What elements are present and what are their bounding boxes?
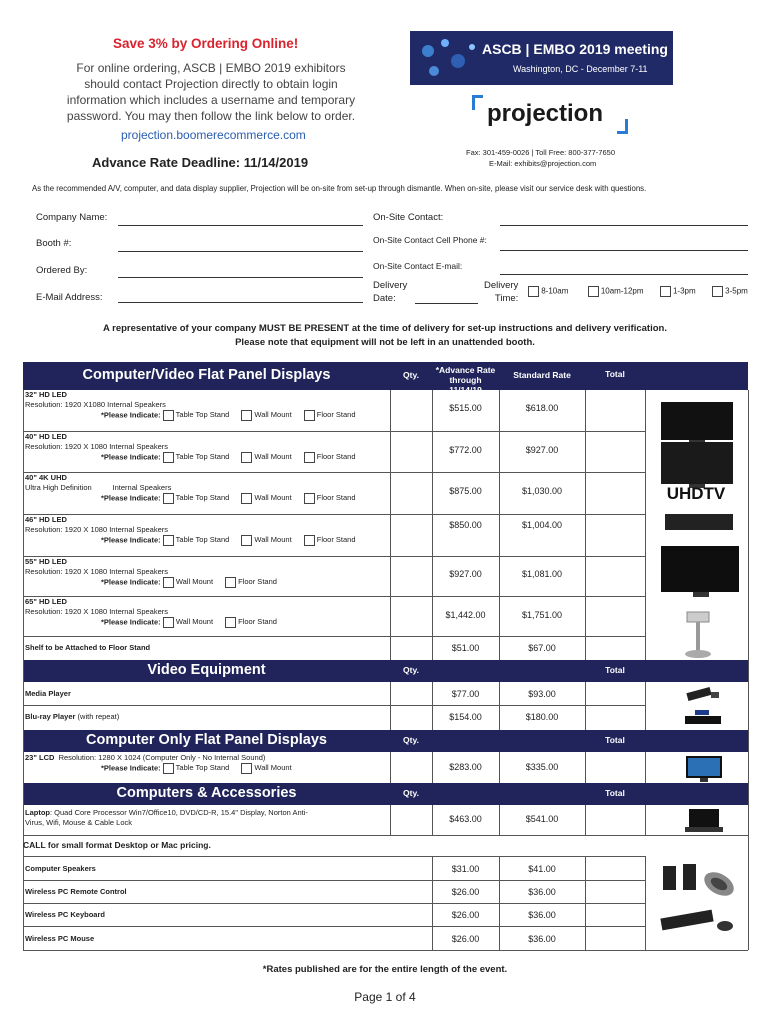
stand-checkbox[interactable] <box>163 535 174 546</box>
stand-checkbox[interactable] <box>163 493 174 504</box>
stand-checkbox[interactable] <box>241 493 252 504</box>
lcd-monitor-image <box>683 754 725 786</box>
booth-label: Booth #: <box>36 238 72 249</box>
stand-checkbox[interactable] <box>304 410 315 421</box>
advance-price: $515.00 <box>449 403 482 413</box>
delivery-time-options <box>528 286 748 297</box>
meeting-banner <box>410 31 673 85</box>
advance-price: $26.00 <box>451 887 480 897</box>
order-table <box>23 362 748 954</box>
advance-price: $283.00 <box>449 762 482 772</box>
banner-subtitle: Washington, DC - December 7-11 <box>513 64 648 74</box>
advance-price: $51.00 <box>451 643 480 653</box>
advance-price: $154.00 <box>449 712 482 722</box>
stand-checkbox[interactable] <box>241 763 252 774</box>
company-name-label: Company Name: <box>36 212 108 223</box>
standard-price: $1,004.00 <box>521 520 563 530</box>
table-row: 46" HD LED Resolution: 1920 X 1080 Internal Speakers *Please Indicate: Table Top Stand Wall Mount Floor Stand <box>25 515 356 545</box>
time-checkbox[interactable] <box>588 286 599 297</box>
call-note: CALL for small format Desktop or Mac pricing. <box>23 840 211 850</box>
delivery-date-label: Delivery Date: <box>373 280 408 304</box>
time-option: 8-10am <box>541 286 569 296</box>
onsite-email-label: On-Site Contact E-mail: <box>373 261 463 271</box>
ordered-by-field[interactable] <box>118 277 363 278</box>
advance-price: $31.00 <box>451 864 480 874</box>
stand-checkbox[interactable] <box>163 452 174 463</box>
standard-price: $927.00 <box>525 445 559 455</box>
onsite-phone-field[interactable] <box>500 250 748 251</box>
section-header-flat: Computer/Video Flat Panel Displays Qty. *Advance Rate through 11/14/19 Standard Rate Total <box>23 362 748 390</box>
contact-email: E-Mail: exhibits@projection.com <box>489 159 597 168</box>
banner-title: ASCB | EMBO 2019 meeting <box>482 41 668 57</box>
time-checkbox[interactable] <box>528 286 539 297</box>
tv-55-image <box>659 544 741 600</box>
standard-price: $36.00 <box>528 887 556 897</box>
ordered-by-label: Ordered By: <box>36 265 88 276</box>
advance-price: $850.00 <box>449 520 482 530</box>
table-row: Computer Speakers <box>25 864 96 873</box>
accessories-image <box>659 862 744 942</box>
advance-price: $1,442.00 <box>445 610 486 620</box>
standard-price: $541.00 <box>525 814 559 824</box>
booth-field[interactable] <box>118 251 363 252</box>
onsite-contact-field[interactable] <box>500 225 748 226</box>
standard-price: $67.00 <box>528 643 556 653</box>
advance-price: $463.00 <box>449 814 482 824</box>
standard-price: $36.00 <box>528 910 556 920</box>
projection-logo: projection <box>472 95 627 137</box>
save-title: Save 3% by Ordering Online! <box>113 36 299 51</box>
table-row: 32" HD LED Resolution: 1920 X1080 Internal Speakers *Please Indicate: Table Top Stand Wall Mount Floor Stand <box>25 390 356 420</box>
stand-checkbox[interactable] <box>304 452 315 463</box>
tv-40-image <box>659 440 735 490</box>
section-header-video: Video Equipment Qty. Total <box>23 660 748 682</box>
bluray-image <box>683 708 723 728</box>
advance-price: $26.00 <box>451 934 480 944</box>
stand-checkbox[interactable] <box>163 410 174 421</box>
email-address-field[interactable] <box>118 302 363 303</box>
standard-price: $335.00 <box>525 762 559 772</box>
email-address-label: E-Mail Address: <box>36 292 103 303</box>
onsite-email-field[interactable] <box>500 274 748 275</box>
table-row: Wireless PC Remote Control <box>25 887 127 896</box>
table-row: Shelf to be Attached to Floor Stand <box>25 643 151 652</box>
uhd-tv-image <box>663 510 735 534</box>
order-link[interactable]: projection.boomerecommerce.com <box>121 128 306 142</box>
stand-checkbox[interactable] <box>241 535 252 546</box>
table-row: Laptop: Quad Core Processor Win7/Office10, DVD/CD-R, 15.4" Display, Norton Anti- Virus, Wifi, Mouse & Cable Lock <box>25 808 308 827</box>
advance-price: $26.00 <box>451 910 480 920</box>
time-option: 1-3pm <box>672 286 696 296</box>
table-row: Wireless PC Mouse <box>25 934 95 943</box>
delivery-time-label: Delivery Time: <box>484 280 519 304</box>
page-number: Page 1 of 4 <box>354 990 416 1004</box>
standard-price: $1,081.00 <box>521 569 563 579</box>
table-row: 65" HD LED Resolution: 1920 X 1080 Internal Speakers *Please Indicate: Wall Mount Floor Stand <box>25 597 277 627</box>
table-row: Wireless PC Keyboard <box>25 910 105 919</box>
stand-checkbox[interactable] <box>241 410 252 421</box>
standard-price: $1,751.00 <box>521 610 563 620</box>
uhd-logo: UHDTV <box>666 484 726 503</box>
intro-text: For online ordering, ASCB | EMBO 2019 exhibitors should contact Projection directly to obtain login information which includes a username and temporary password. You may then follow the link below to order. <box>66 61 356 123</box>
advance-price: $875.00 <box>449 486 482 496</box>
stand-checkbox[interactable] <box>225 617 236 628</box>
advance-price: $77.00 <box>451 689 480 699</box>
standard-price: $36.00 <box>528 934 556 944</box>
onsite-phone-label: On-Site Contact Cell Phone #: <box>373 235 487 245</box>
standard-price: $41.00 <box>528 864 556 874</box>
table-row: Media Player <box>25 689 71 698</box>
supplier-note: As the recommended A/V, computer, and data display supplier, Projection will be on-site from set-up through dismantle. When on-site, please visit our service desk with questions. <box>32 184 647 193</box>
standard-price: $618.00 <box>525 403 559 413</box>
table-row: 23" LCD Resolution: 1280 X 1024 (Computer Only - No Internal Sound) *Please Indicate: Table Top Stand Wall Mount <box>25 753 292 773</box>
stand-checkbox[interactable] <box>304 493 315 504</box>
deadline: Advance Rate Deadline: 11/14/2019 <box>92 155 309 170</box>
molecule-graphic <box>410 31 673 85</box>
stand-checkbox[interactable] <box>163 577 174 588</box>
standard-price: $180.00 <box>525 712 559 722</box>
standard-price: $93.00 <box>528 689 556 699</box>
table-row: 40" HD LED Resolution: 1920 X 1080 Internal Speakers *Please Indicate: Table Top Stand Wall Mount Floor Stand <box>25 432 356 462</box>
time-checkbox[interactable] <box>712 286 723 297</box>
section-header-computers: Computers & Accessories Qty. Total <box>23 783 748 805</box>
media-player-image <box>683 682 723 704</box>
advance-price: $927.00 <box>449 569 482 579</box>
floor-stand-image <box>678 606 718 662</box>
table-row: 55" HD LED Resolution: 1920 X 1080 Internal Speakers *Please Indicate: Wall Mount Floor Stand <box>25 557 277 587</box>
fax-phone: Fax: 301-459-0026 | Toll Free: 800-377-7650 <box>466 148 615 157</box>
stand-checkbox[interactable] <box>163 763 174 774</box>
stand-checkbox[interactable] <box>241 452 252 463</box>
advance-price: $772.00 <box>449 445 482 455</box>
stand-checkbox[interactable] <box>304 535 315 546</box>
rates-note: *Rates published are for the entire length of the event. <box>262 964 508 975</box>
time-option: 3-5pm <box>725 286 748 296</box>
standard-price: $1,030.00 <box>521 486 563 496</box>
company-name-field[interactable] <box>118 225 363 226</box>
section-header-comp-flat: Computer Only Flat Panel Displays Qty. Total <box>23 730 748 752</box>
stand-checkbox[interactable] <box>225 577 236 588</box>
onsite-contact-label: On-Site Contact: <box>373 212 444 223</box>
table-row: Blu-ray Player (with repeat) <box>25 712 120 721</box>
table-row: 40" 4K UHD Ultra High Definition Internal Speakers *Please Indicate: Table Top Stand Wall Mount Floor Stand <box>25 473 356 503</box>
time-checkbox[interactable] <box>660 286 671 297</box>
laptop-image <box>683 807 725 835</box>
stand-checkbox[interactable] <box>163 617 174 628</box>
delivery-date-field[interactable] <box>415 303 478 304</box>
time-option: 10am-12pm <box>600 286 644 296</box>
presence-warning: A representative of your company MUST BE PRESENT at the time of delivery for set-up instructions and delivery verification. Please note that equipment will not be left in an unattended booth. <box>103 323 667 348</box>
